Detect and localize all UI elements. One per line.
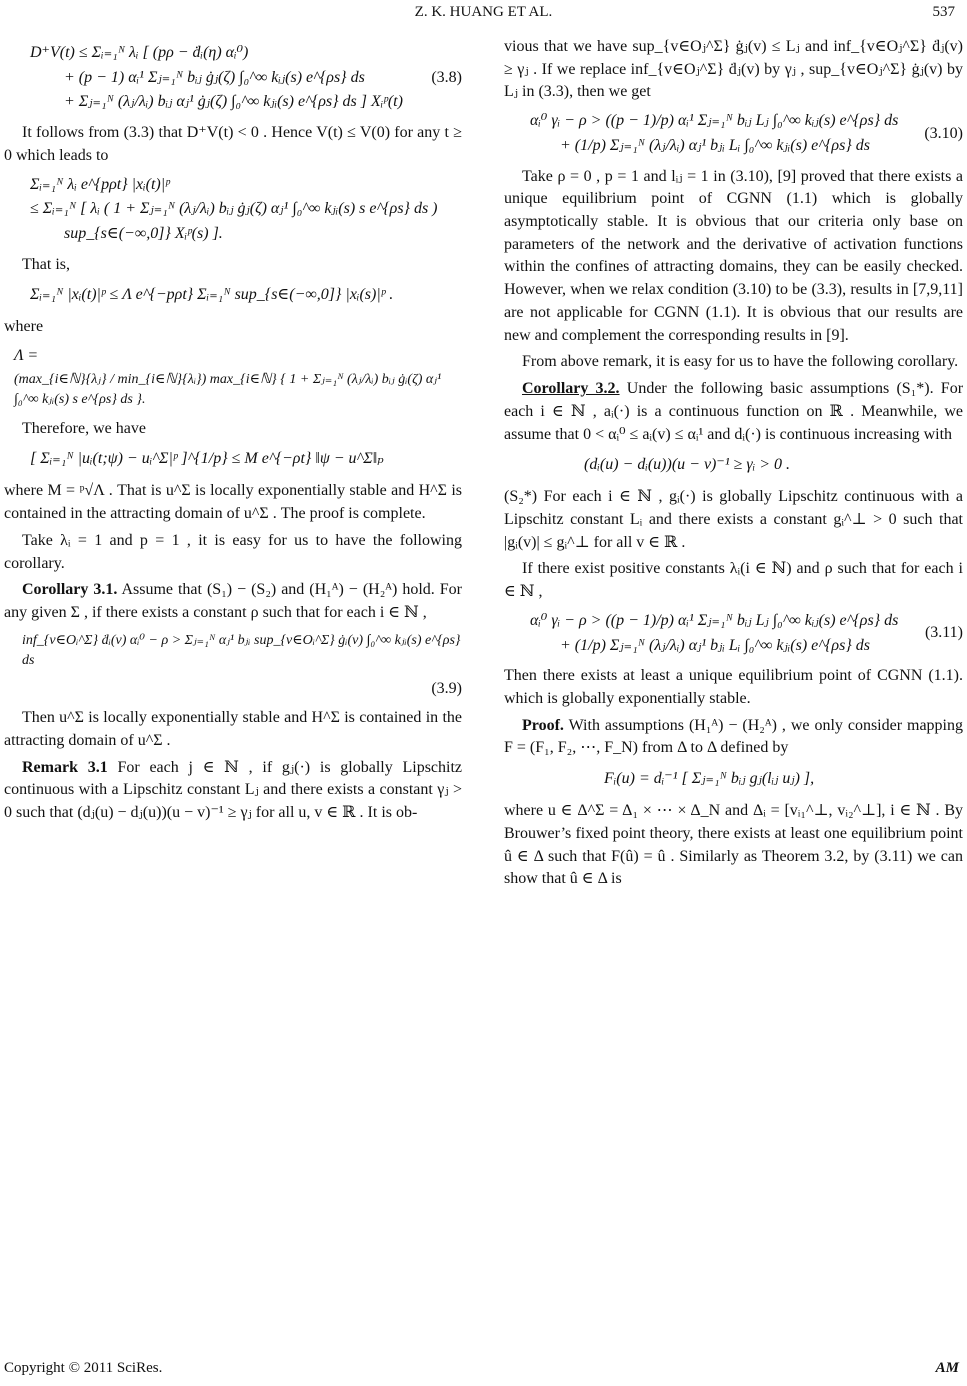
equation-bound: [4, 172, 462, 248]
equation-line: (dᵢ(u) − dᵢ(u))(u − v)⁻¹ ≥ γᵢ > 0 .: [584, 455, 791, 473]
corollary-label: Corollary 3.1.: [22, 581, 118, 599]
paragraph: Therefore, we have: [22, 419, 146, 437]
proof: [504, 715, 963, 760]
paragraph: From above remark, it is easy for us to have the following corollary.: [522, 353, 959, 371]
page-number: 537: [932, 4, 955, 20]
equation-number: (3.10): [924, 124, 963, 142]
paragraph: where u ∈ Δ^Σ = Δ₁ × ⋯ × Δ_N and Δᵢ = [vᵢ₁^⊥, vᵢ₂^⊥], i ∈ ℕ . By Brouwer’s fixed point theory, there exists at least one equilibrium point û ∈ Δ such that F(û) = û . Similarly as Theorem 3.2, by (3.11) we can show that û ∈ Δ is: [504, 802, 963, 888]
paragraph: where: [4, 318, 44, 336]
equation-line: ≤ Σᵢ₌₁ᴺ [ λᵢ ( 1 + Σⱼ₌₁ᴺ (λⱼ/λᵢ) bᵢⱼ ġⱼ(ζ) αⱼ¹ ∫₀^∞ kⱼᵢ(s) s e^{ρs} ds ): [30, 200, 438, 218]
equation-line: αᵢ⁰ γᵢ − ρ > ((p − 1)/p) αᵢ¹ Σⱼ₌₁ᴺ bᵢⱼ Lⱼ ∫₀^∞ kᵢⱼ(s) e^{ρs} ds: [530, 611, 899, 629]
equation-3-8: [4, 40, 462, 116]
equation-norm-bound: [4, 444, 462, 474]
paragraph: Then there exists at least a unique equilibrium point of CGNN (1.1). which is globally exponentially stable.: [504, 667, 963, 707]
corollary-label: Corollary 3.2.: [522, 380, 620, 398]
corollary-text: Assume that (S₁) − (S₂) and (H₁ᴬ) − (H₂ᴬ) hold. For any given Σ , if there exists a constant ρ such that for each i ∈ ℕ ,: [4, 581, 462, 621]
equation-number: (3.9): [431, 680, 462, 698]
corollary-3-1: [4, 579, 462, 624]
equation-line: + (p − 1) αᵢ¹ Σⱼ₌₁ᴺ bᵢⱼ ġⱼ(ζ) ∫₀^∞ kᵢⱼ(s) e^{ρs} ds: [64, 68, 365, 86]
equation-line: D⁺V(t) ≤ Σᵢ₌₁ᴺ λᵢ [ (pρ − ḋᵢ(η) αᵢ⁰): [30, 44, 249, 61]
page-header: [0, 2, 967, 26]
equation-monotone: [504, 450, 963, 480]
corollary-3-2: [504, 378, 963, 446]
equation-mapping: [504, 764, 963, 794]
remark-text: For each j ∈ ℕ , if gⱼ(·) is globally Lipschitz continuous with a Lipschitz constant Lⱼ and there exists a constant γⱼ > 0 such that (dⱼ(u) − dⱼ(u))(u − v)⁻¹ ≥ γⱼ for all u, v ∈ ℝ . It is ob-: [4, 758, 463, 822]
equation-3-11: [504, 608, 963, 659]
equation-number: (3.11): [924, 624, 963, 642]
paragraph: It follows from (3.3) that D⁺V(t) < 0 . Hence V(t) ≤ V(0) for any t ≥ 0 which leads to: [4, 124, 462, 164]
equation-line: + Σⱼ₌₁ᴺ (λⱼ/λᵢ) bᵢⱼ αⱼ¹ ġⱼ(ζ) ∫₀^∞ kⱼᵢ(s) e^{ρs} ds ] Xᵢᵖ(t): [64, 93, 403, 111]
corollary-text: Under the following basic assumptions (S₁*). For each i ∈ ℕ , aᵢ(·) is a continuous function on ℝ . Meanwhile, we assume that 0 < αᵢ⁰ ≤ aᵢ(v) ≤ αᵢ¹ and dᵢ(·) is continuous increasing with: [504, 380, 964, 443]
equation-number: (3.8): [431, 68, 462, 86]
equation-line: Σᵢ₌₁ᴺ |xᵢ(t)|ᵖ ≤ Λ e^{−pρt} Σᵢ₌₁ᴺ sup_{s∈(−∞,0]} |xᵢ(s)|ᵖ .: [30, 286, 394, 304]
proof-label: Proof.: [522, 716, 564, 734]
proof-text: With assumptions (H₁ᴬ) − (H₂ᴬ) , we only consider mapping F = (F₁, F₂, ⋯, F_N) from Δ to Δ defined by: [504, 716, 963, 757]
left-column: [4, 36, 462, 829]
equation-line: sup_{s∈(−∞,0]} Xᵢᵖ(s) ].: [64, 225, 223, 243]
equation-line: αᵢ⁰ γᵢ − ρ > ((p − 1)/p) αᵢ¹ Σⱼ₌₁ᴺ bᵢⱼ Lⱼ ∫₀^∞ kᵢⱼ(s) e^{ρs} ds: [530, 112, 899, 130]
equation-line: inf_{v∈Oᵢ^Σ} ḋᵢ(v) αᵢ⁰ − ρ > Σⱼ₌₁ᴺ αⱼ¹ bⱼᵢ sup_{v∈Oᵢ^Σ} ġᵢ(v) ∫₀^∞ kⱼᵢ(s) e^{ρs} ds: [22, 632, 461, 668]
equation-3-9: [4, 629, 462, 673]
equation-line: Λ =: [14, 347, 39, 365]
paragraph: Then u^Σ is locally exponentially stable and H^Σ is contained in the attracting domain of u^Σ .: [4, 709, 462, 749]
equation-lambda: [4, 343, 462, 411]
paragraph: If there exist positive constants λᵢ(i ∈ ℕ) and ρ such that for each i ∈ ℕ ,: [504, 560, 963, 601]
paragraph: (S₂*) For each i ∈ ℕ , gᵢ(·) is globally Lipschitz continuous with a Lipschitz constant Lᵢ and there exists a constant gᵢ^⊥ > 0 such that |gᵢ(v)| ≤ gᵢ^⊥ for all v ∈ ℝ .: [504, 488, 963, 551]
journal-abbrev: AM: [935, 1360, 959, 1376]
equation-line: + (1/p) Σⱼ₌₁ᴺ (λⱼ/λᵢ) αⱼ¹ bⱼᵢ Lᵢ ∫₀^∞ kⱼᵢ(s) e^{ρs} ds: [560, 636, 870, 654]
equation-that-is: [4, 280, 462, 310]
running-head-authors: Z. K. HUANG ET AL.: [414, 4, 553, 20]
equation-line: + (1/p) Σⱼ₌₁ᴺ (λⱼ/λᵢ) αⱼ¹ bⱼᵢ Lᵢ ∫₀^∞ kⱼᵢ(s) e^{ρs} ds: [560, 136, 870, 154]
equation-line: Fᵢ(u) = dᵢ⁻¹ [ Σⱼ₌₁ᴺ bᵢⱼ gⱼ(lᵢⱼ uⱼ) ],: [604, 769, 815, 787]
paragraph: Take λᵢ = 1 and p = 1 , it is easy for us to have the following corollary.: [4, 531, 462, 572]
remark-label: Remark 3.1: [22, 758, 108, 776]
paragraph: That is,: [22, 255, 70, 273]
paragraph: where M = ᵖ√Λ . That is u^Σ is locally exponentially stable and H^Σ is contained in the attracting domain of u^Σ . The proof is complete.: [4, 482, 462, 523]
equation-line: [ Σᵢ₌₁ᴺ |uᵢ(t;ψ) − uᵢ^Σ|ᵖ ]^{1/p} ≤ M e^{−ρt} ‖ψ − u^Σ‖ₚ: [30, 450, 384, 468]
equation-3-10: [504, 108, 963, 159]
paragraph: vious that we have sup_{v∈Oⱼ^Σ} ġⱼ(v) ≤ Lⱼ and inf_{v∈Oⱼ^Σ} ḋⱼ(v) ≥ γⱼ . If we replace inf_{v∈Oⱼ^Σ} ḋⱼ(v) by γⱼ , sup_{v∈Oⱼ^Σ} ġⱼ(v) by Lⱼ in (3.3), then we get: [504, 38, 963, 101]
remark-3-1: [4, 757, 462, 825]
copyright: Copyright © 2011 SciRes.: [4, 1360, 163, 1376]
paragraph: Take ρ = 0 , p = 1 and lᵢⱼ = 1 in (3.10), [9] proved that there exists a unique equilibrium point of CGNN (1.1) which is globally asymptotically stable. It is obvious that our criteria only base on parameters of the network and the derivative of activation functions within the confines of attracting domains, they can be easily checked. However, when we relax condition (3.10) to be (3.3), results in [7,9,11] are not applicable for CGNN (1.1). It is obvious that our results are new and complement the corresponding results in [9].: [504, 167, 963, 344]
right-column: [504, 36, 963, 895]
equation-line: (max_{i∈ℕ}{λⱼ} / min_{i∈ℕ}{λᵢ}) max_{i∈ℕ} { 1 + Σⱼ₌₁ᴺ (λⱼ/λᵢ) bᵢⱼ ġᵢ(ζ) αⱼ¹ ∫₀^∞ kⱼᵢ(s) s e^{ρs} ds }.: [14, 371, 442, 407]
equation-line: Σᵢ₌₁ᴺ λᵢ e^{pρt} |xᵢ(t)|ᵖ: [30, 175, 170, 193]
